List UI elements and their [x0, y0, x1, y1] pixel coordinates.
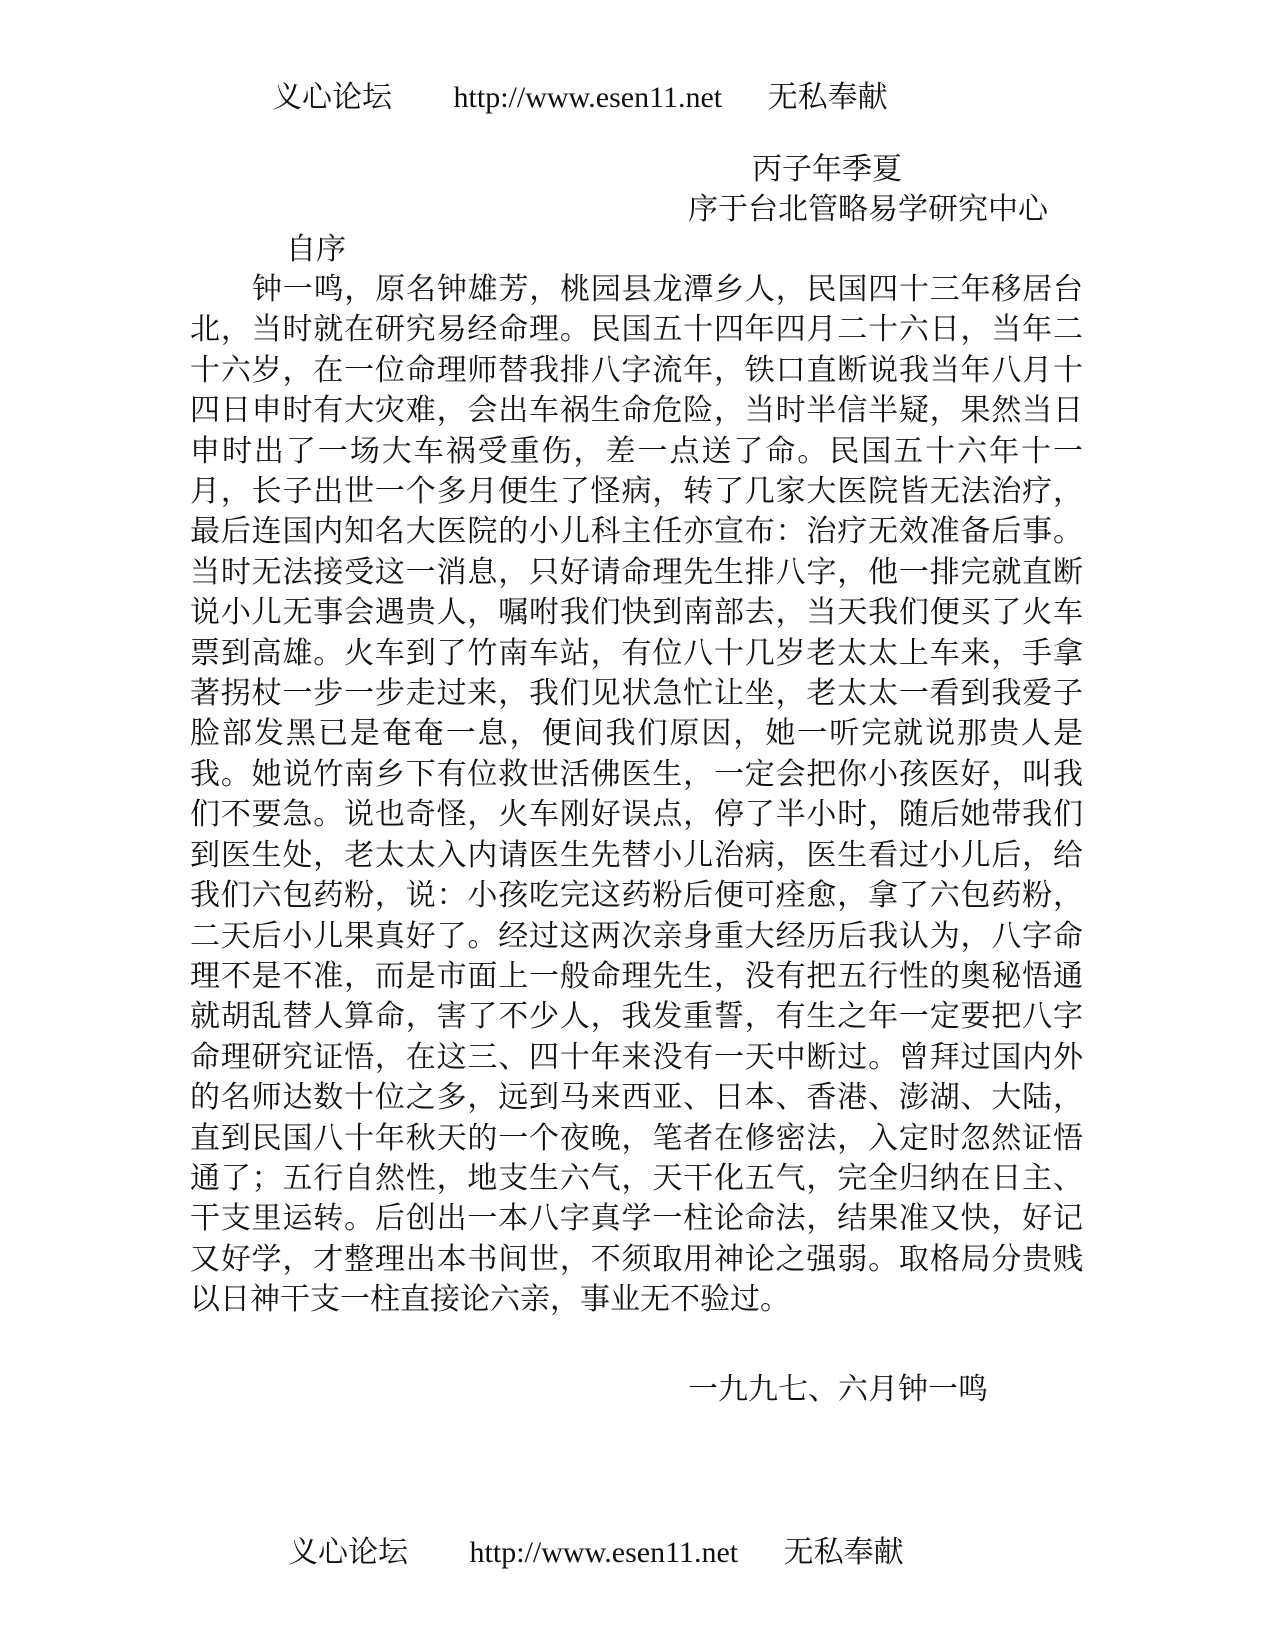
signature: 一九九七、六月钟一鸣 — [688, 1372, 988, 1407]
preface-date: 丙子年季夏 — [752, 152, 902, 187]
footer-slogan: 无私奉献 — [783, 1535, 904, 1570]
footer-url: http://www.esen11.net — [469, 1536, 739, 1569]
section-title: 自序 — [286, 232, 346, 267]
page-footer — [288, 1533, 904, 1573]
preface-place: 序于台北管略易学研究中心 — [688, 192, 1048, 227]
footer-site-name: 义心论坛 — [288, 1535, 408, 1570]
header-site-name: 义心论坛 — [272, 80, 392, 115]
section-body: 钟一鸣，原名钟雄芳，桃园县龙潭乡人，民国四十三年移居台北，当时就在研究易经命理。民国五十四年四月二十六日，当年二十六岁，在一位命理师替我排八字流年，铁口直断说我当年八月十四日申时有大灾难，会出车祸生命危险，当时半信半疑，果然当日申时出了一场大车祸受重伤，差一点送了命。民国五十六年十一月，长子出世一个多月便生了怪病，转了几家大医院皆无法治疗，最后连国内知名大医院的小儿科主任亦宣布：治疗无效准备后事。当时无法接受这一消息，只好请命理先生排八字，他一排完就直断说小儿无事会遇贵人，嘱咐我们快到南部去，当天我们便买了火车票到高雄。火车到了竹南车站，有位八十几岁老太太上车来，手拿著拐杖一步一步走过来，我们见状急忙让坐，老太太一看到我爱子脸部发黑已是奄奄一息，便间我们原因，她一听完就说那贵人是我。她说竹南乡下有位救世活佛医生，一定会把你小孩医好，叫我们不要急。说也奇怪，火车刚好误点，停了半小时，随后她带我们到医生处，老太太入内请医生先替小儿治病，医生看过小儿后，给我们六包药粉，说：小孩吃完这药粉后便可痊愈，拿了六包药粉，二天后小儿果真好了。经过这两次亲身重大经历后我认为，八字命理不是不准，而是市面上一般命理先生，没有把五行性的奥秘悟通就胡乱替人算命，害了不少人，我发重誓，有生之年一定要把八字命理研究证悟，在这三、四十年来没有一天中断过。曾拜过国内外的名师达数十位之多，远到马来西亚、日本、香港、澎湖、大陆，直到民国八十年秋天的一个夜晚，笔者在修密法，入定时忽然证悟通了；五行自然性，地支生六气，天干化五气，完全归纳在日主、干支里运转。后创出一本八字真学一柱论命法，结果准又快，好记又好学，才整理出本书间世，不须取用神论之强弱。取格局分贵贱以日神干支一柱直接论六亲，事业无不验过。 — [190, 272, 1083, 1318]
page-header — [272, 78, 888, 118]
header-slogan: 无私奉献 — [767, 80, 888, 115]
header-url: http://www.esen11.net — [453, 81, 723, 114]
